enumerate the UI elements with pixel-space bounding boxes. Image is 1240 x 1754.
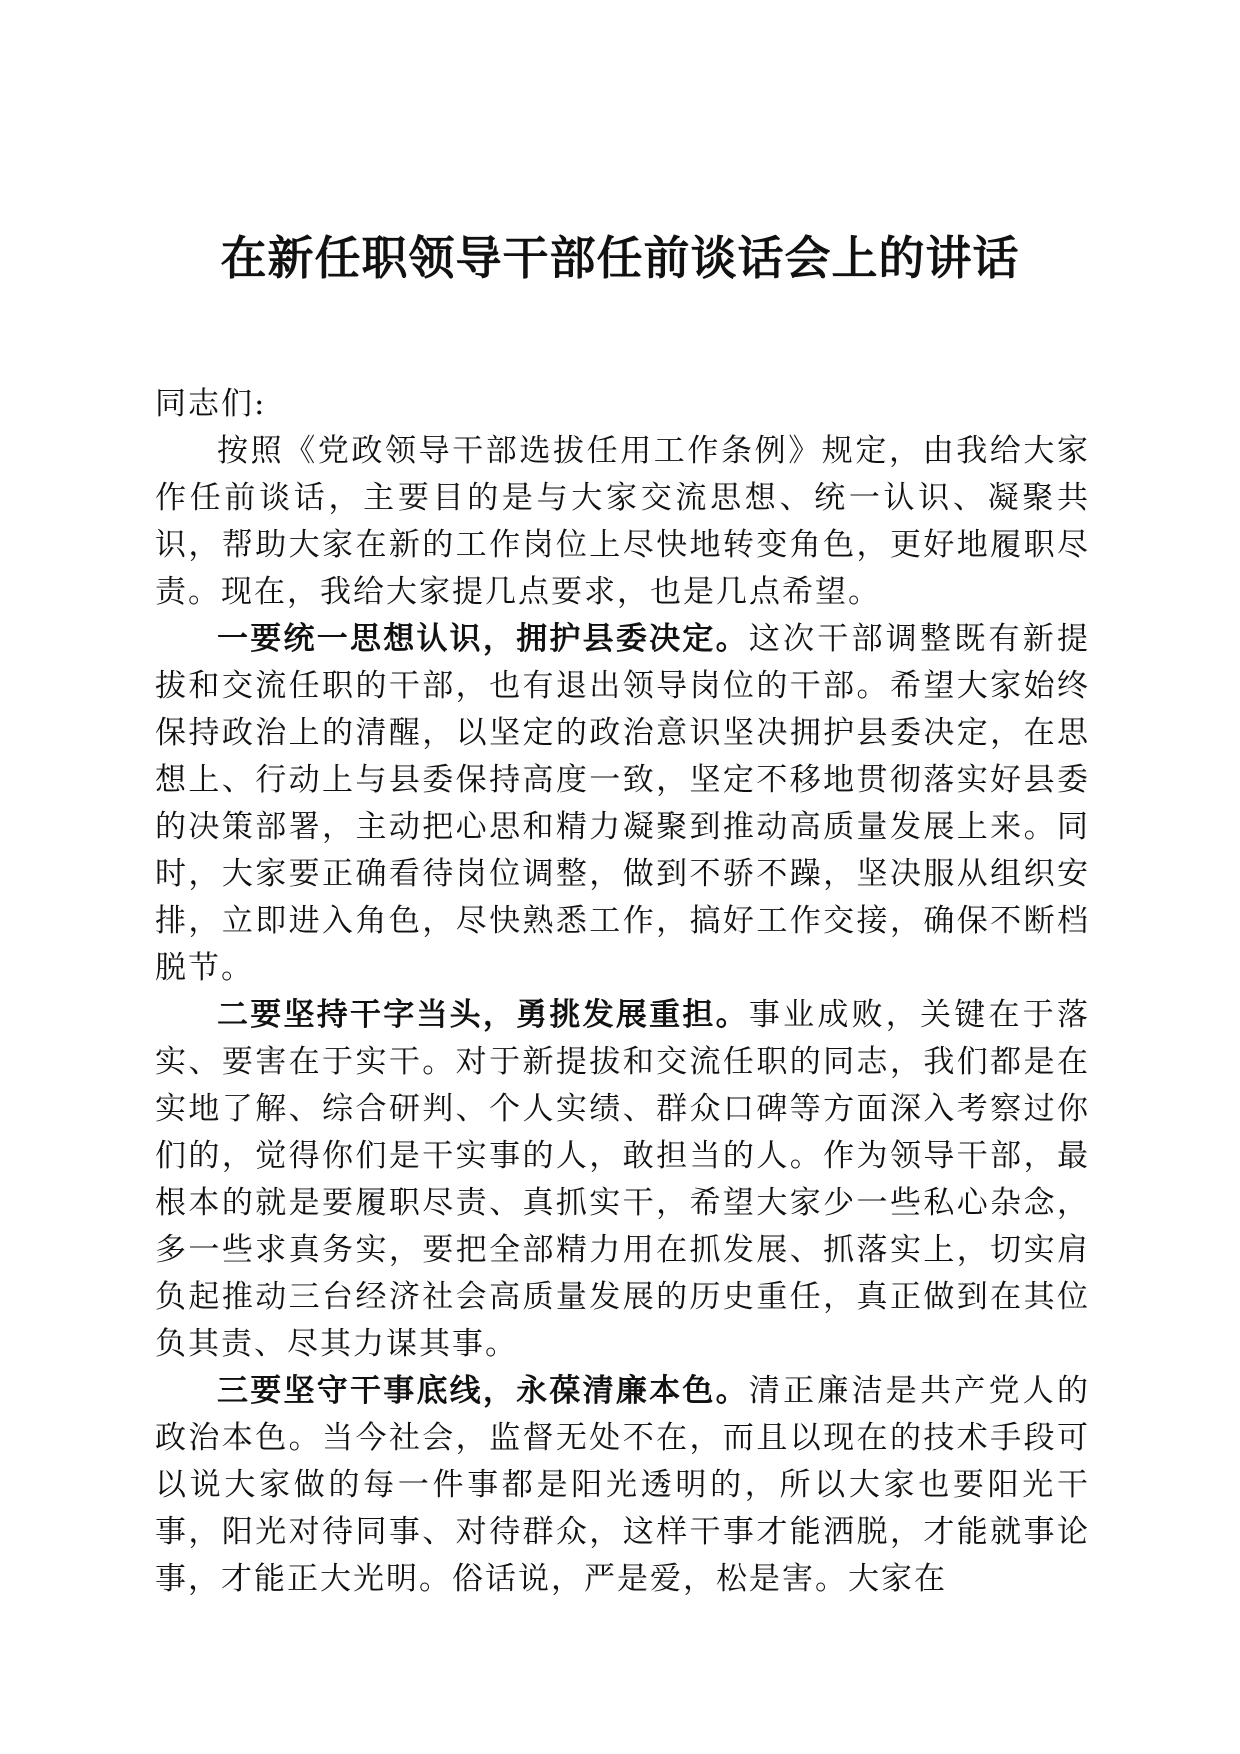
section-heading-1: 一要统一思想认识，拥护县委决定。 (217, 621, 749, 657)
document-title: 在新任职领导干部任前谈话会上的讲话 (220, 231, 1020, 285)
section-text-2: 事业成败，关键在于落实、要害在于实干。对于新提拔和交流任职的同志，我们都是在实地了解、综合研判、个人实绩、群众口碑等方面深入考察过你们的，觉得你们是干实事的人，敢担当的人。作为领导干部，最根本的就是要履职尽责、真抓实干，希望大家少一些私心杂念，多一些求真务实，要把全部精力用在抓发展、抓落实上，切实肩负起推动三台经济社会高质量发展的历史重任，真正做到在其位负其责、尽其力谋其事。 (155, 997, 1091, 1362)
section-paragraph-1 (155, 616, 1090, 992)
document-body (155, 381, 1090, 1603)
section-heading-3: 三要坚守干事底线，永葆清廉本色。 (217, 1373, 749, 1409)
salutation: 同志们: (155, 386, 267, 422)
section-heading-2: 二要坚持干字当头，勇挑发展重担。 (217, 997, 749, 1033)
intro-paragraph: 按照《党政领导干部选拔任用工作条例》规定，由我给大家作任前谈话，主要目的是与大家交流思想、统一认识、凝聚共识，帮助大家在新的工作岗位上尽快地转变角色，更好地履职尽责。现在，我给大家提几点要求，也是几点希望。 (155, 433, 1090, 610)
section-paragraph-3 (155, 1368, 1090, 1603)
section-paragraph-2 (155, 992, 1090, 1368)
section-text-3: 清正廉洁是共产党人的政治本色。当今社会，监督无处不在，而且以现在的技术手段可以说大家做的每一件事都是阳光透明的，所以大家也要阳光干事，阳光对待同事、对待群众，这样干事才能洒脱，才能就事论事，才能正大光明。俗话说，严是爱，松是害。大家在 (155, 1373, 1091, 1597)
section-text-1: 这次干部调整既有新提拔和交流任职的干部，也有退出领导岗位的干部。希望大家始终保持政治上的清醒，以坚定的政治意识坚决拥护县委决定，在思想上、行动上与县委保持高度一致，坚定不移地贯彻落实好县委的决策部署，主动把心思和精力凝聚到推动高质量发展上来。同时，大家要正确看待岗位调整，做到不骄不躁，坚决服从组织安排，立即进入角色，尽快熟悉工作，搞好工作交接，确保不断档脱节。 (155, 621, 1091, 986)
